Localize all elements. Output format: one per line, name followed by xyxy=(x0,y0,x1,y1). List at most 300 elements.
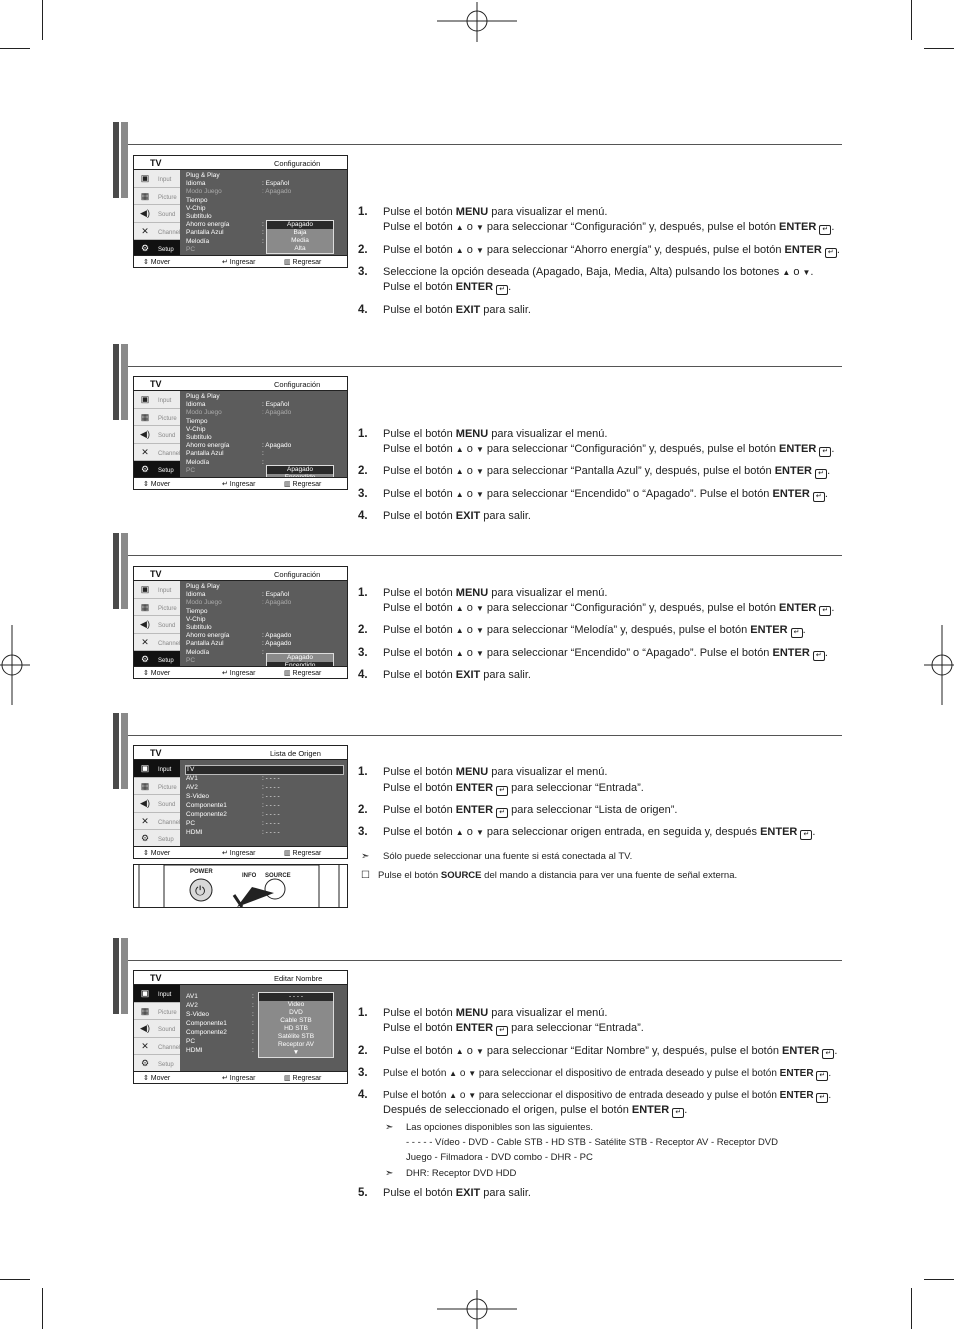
osd-sidebar-label: Channel xyxy=(158,819,181,826)
step-number: 4. xyxy=(358,669,368,681)
step-number: 1. xyxy=(358,766,368,778)
osd-sidebar-label: Setup xyxy=(158,468,174,475)
footer-return: ▥ Regresar xyxy=(284,670,322,677)
osd-menu-row[interactable] xyxy=(186,393,343,401)
osd-option[interactable]: Receptor AV xyxy=(277,1041,314,1048)
osd-body xyxy=(180,581,347,666)
remote-source-label: SOURCE xyxy=(265,873,291,879)
step-number: 2. xyxy=(358,244,368,256)
step-text: Pulse el botón ▲ o ▼ para seleccionar “Pantalla Azul” y, después, pulse el botón ENTER ↵ . xyxy=(383,465,831,477)
osd-row-value: : xyxy=(262,237,264,245)
osd-row-label: Plug & Play xyxy=(186,393,220,400)
osd-menu-row[interactable] xyxy=(186,811,343,819)
osd-title: Configuración xyxy=(274,380,321,389)
osd-menu-row[interactable] xyxy=(186,434,343,442)
osd-row-value: : xyxy=(252,993,254,1000)
osd-menu-row[interactable] xyxy=(186,205,343,213)
picture-icon: ▦ xyxy=(140,780,150,791)
osd-body xyxy=(180,391,347,477)
osd-sidebar-item-sound[interactable] xyxy=(134,616,180,634)
osd-row-value: : - - - - xyxy=(262,811,280,818)
osd-sidebar xyxy=(134,581,180,666)
enter-icon: ↵ xyxy=(816,1071,828,1081)
channel-icon: ✕ xyxy=(141,1040,149,1051)
osd-menu-row[interactable] xyxy=(186,784,343,792)
up-arrow-icon: ▲ xyxy=(455,828,464,837)
registration-mark xyxy=(924,625,954,705)
osd-tv-label: TV xyxy=(150,158,162,168)
power-icon: ⏻ xyxy=(195,883,206,898)
osd-menu-row[interactable] xyxy=(186,591,343,599)
osd-row-label: Componente1 xyxy=(186,802,227,809)
note-text: Las opciones disponibles son las siguientes. xyxy=(406,1122,593,1133)
osd-menu-row[interactable] xyxy=(186,426,343,434)
osd-menu-row[interactable] xyxy=(186,775,343,783)
input-icon: ▣ xyxy=(140,988,150,998)
osd-menu-row[interactable] xyxy=(186,180,343,188)
down-arrow-icon: ▼ xyxy=(475,604,484,613)
step-text: Pulse el botón ▲ o ▼ para seleccionar “Configuración” y, después, pulse el botón ENTER ↵ . xyxy=(383,221,835,233)
osd-header xyxy=(134,156,347,170)
step-text: Pulse el botón ▲ o ▼ para seleccionar “Encendido” o “Apagado”. Pulse el botón ENTER ↵ . xyxy=(383,647,828,659)
osd-option[interactable]: ▼ xyxy=(292,1049,300,1056)
input-icon: ▣ xyxy=(140,394,150,404)
osd-row-label: Modo Juego xyxy=(186,409,222,417)
osd-footer xyxy=(134,666,347,678)
step-number: 1. xyxy=(358,206,368,218)
enter-icon: ↵ xyxy=(813,651,825,661)
osd-option[interactable]: Video xyxy=(287,1001,305,1008)
registration-mark xyxy=(437,2,517,42)
step-text: Pulse el botón ▲ o ▼ para seleccionar “Configuración” y, después, pulse el botón ENTER ↵ . xyxy=(383,602,835,614)
osd-sidebar xyxy=(134,391,180,477)
step-text: Pulse el botón MENU para visualizar el menú. xyxy=(383,766,608,778)
osd-row-value: : xyxy=(252,1047,254,1054)
up-arrow-icon: ▲ xyxy=(455,649,464,658)
osd-sidebar-label: Sound xyxy=(158,212,176,219)
osd-title: Lista de Origen xyxy=(270,749,321,758)
footer-enter: ↵ Ingresar xyxy=(222,850,256,857)
osd-sidebar-label: Channel xyxy=(158,640,181,647)
osd-row-value: : Apagado xyxy=(262,409,292,417)
footer-move: ⇕ Mover xyxy=(143,1075,171,1082)
osd-sidebar-label: Sound xyxy=(158,433,176,440)
enter-icon: ↵ xyxy=(496,1026,508,1036)
crop-mark xyxy=(911,0,912,40)
osd-tv-label: TV xyxy=(150,569,162,579)
up-arrow-icon: ▲ xyxy=(455,1047,464,1056)
osd-row-label: AV2 xyxy=(186,1002,198,1009)
sound-icon: ◀) xyxy=(140,1023,150,1034)
footer-move: ⇕ Mover xyxy=(143,481,171,488)
osd-header xyxy=(134,567,347,581)
input-icon: ▣ xyxy=(140,763,150,773)
enter-icon: ↵ xyxy=(791,628,803,638)
osd-row-value: : Apagado xyxy=(262,632,292,640)
osd-footer xyxy=(134,255,347,267)
osd-row-label: PC xyxy=(186,656,196,664)
osd-menu-screen xyxy=(133,566,348,679)
osd-sidebar-item-sound[interactable] xyxy=(134,205,180,223)
setup-icon: ⚙ xyxy=(140,833,150,844)
step-text: Pulse el botón MENU para visualizar el menú. xyxy=(383,206,608,218)
osd-header xyxy=(134,746,347,760)
osd-body xyxy=(180,760,347,846)
channel-icon: ✕ xyxy=(141,815,149,826)
osd-menu-row[interactable] xyxy=(186,632,343,640)
osd-row-label: Modo Juego xyxy=(186,599,222,607)
channel-icon: ✕ xyxy=(141,225,149,236)
osd-row-value: : Apagado xyxy=(262,640,292,648)
setup-icon: ⚙ xyxy=(140,654,150,665)
footer-return: ▥ Regresar xyxy=(284,1075,322,1082)
osd-sidebar-label: Channel xyxy=(158,229,181,236)
osd-sidebar-item-input[interactable] xyxy=(134,170,180,188)
osd-menu-row[interactable] xyxy=(186,197,343,205)
osd-sidebar-label: Setup xyxy=(158,658,174,665)
osd-menu-screen xyxy=(133,970,348,1084)
input-icon: ▣ xyxy=(140,173,150,183)
step-number: 1. xyxy=(358,1007,368,1019)
down-arrow-icon: ▼ xyxy=(475,223,484,232)
down-arrow-icon: ▼ xyxy=(475,246,484,255)
down-arrow-icon: ▼ xyxy=(475,626,484,635)
step-number: 3. xyxy=(358,1067,368,1079)
osd-sidebar-label: Input xyxy=(158,177,172,183)
osd-row-label: Subtítulo xyxy=(186,434,212,441)
osd-menu-row[interactable] xyxy=(186,442,343,450)
osd-menu-row[interactable] xyxy=(186,829,343,837)
osd-row-label: AV1 xyxy=(186,775,198,782)
osd-menu-row[interactable] xyxy=(186,418,343,426)
osd-sidebar-item-input[interactable] xyxy=(134,581,180,599)
osd-option[interactable]: Apagado xyxy=(286,654,314,661)
osd-sidebar-item-picture[interactable] xyxy=(134,599,180,617)
osd-sidebar-item-input[interactable] xyxy=(134,985,180,1003)
up-arrow-icon: ▲ xyxy=(455,467,464,476)
picture-icon: ▦ xyxy=(140,190,150,201)
osd-row-value: : Español xyxy=(262,180,290,188)
step-text: Pulse el botón ▲ o ▼ para seleccionar el dispositivo de entrada deseado y pulse el botón ENTER ↵ . xyxy=(383,1068,832,1079)
step-text: Pulse el botón ▲ o ▼ para seleccionar “Encendido” o “Apagado”. Pulse el botón ENTER ↵ . xyxy=(383,488,828,500)
osd-sidebar-item-channel[interactable] xyxy=(134,813,180,831)
osd-row-value: : xyxy=(252,1038,254,1045)
step-text: Seleccione la opción deseada (Apagado, Baja, Media, Alta) pulsando los botones ▲ o ▼. xyxy=(383,266,814,278)
step-text: Pulse el botón ▲ o ▼ para seleccionar el dispositivo de entrada deseado y pulse el botón ENTER ↵ . xyxy=(383,1090,832,1101)
osd-menu-row[interactable] xyxy=(186,172,343,180)
step-text: Pulse el botón ▲ o ▼ para seleccionar origen entrada, en seguida y, después ENTER ↵ . xyxy=(383,826,816,838)
osd-menu-row[interactable] xyxy=(186,802,343,810)
osd-sidebar-item-channel[interactable] xyxy=(134,444,180,462)
channel-icon: ✕ xyxy=(141,636,149,647)
step-number: 3. xyxy=(358,266,368,278)
registration-mark xyxy=(437,1290,517,1329)
step-text: Pulse el botón EXIT para salir. xyxy=(383,1187,531,1199)
osd-sidebar-item-sound[interactable] xyxy=(134,1020,180,1038)
osd-menu-row[interactable] xyxy=(186,409,343,417)
osd-sidebar-item-channel[interactable] xyxy=(134,1038,180,1056)
enter-icon: ↵ xyxy=(825,248,837,258)
osd-menu-row[interactable] xyxy=(186,624,343,632)
osd-row-label: Pantalla Azul xyxy=(186,640,224,648)
osd-row-value: : xyxy=(262,221,264,229)
step-number: 4. xyxy=(358,304,368,316)
osd-row-label: HDMI xyxy=(186,829,203,836)
setup-icon: ⚙ xyxy=(140,243,150,254)
footer-enter: ↵ Ingresar xyxy=(222,259,256,266)
up-arrow-icon: ▲ xyxy=(449,1069,458,1078)
sound-icon: ◀) xyxy=(140,619,150,630)
osd-row-label: HDMI xyxy=(186,1047,203,1054)
osd-menu-row[interactable] xyxy=(186,450,343,458)
enter-icon: ↵ xyxy=(496,808,508,818)
osd-row-label: Plug & Play xyxy=(186,583,220,590)
note-arrow-icon: ➣ xyxy=(385,1168,394,1179)
osd-sidebar-label: Sound xyxy=(158,802,176,809)
step-number: 2. xyxy=(358,1045,368,1057)
step-text: Pulse el botón ENTER ↵ . xyxy=(383,281,512,293)
osd-menu-row[interactable] xyxy=(186,766,343,774)
step-text: Pulse el botón EXIT para salir. xyxy=(383,304,531,316)
osd-sidebar-label: Picture xyxy=(158,605,177,612)
osd-sidebar-label: Picture xyxy=(158,1009,177,1016)
osd-option-popup xyxy=(258,992,334,1058)
enter-icon: ↵ xyxy=(819,606,831,616)
osd-footer xyxy=(134,846,347,858)
osd-menu-row[interactable] xyxy=(186,616,343,624)
step-number: 2. xyxy=(358,465,368,477)
osd-sidebar-label: Sound xyxy=(158,1027,176,1034)
osd-row-value: : xyxy=(262,229,264,237)
osd-row-label: Melodía xyxy=(186,648,210,656)
osd-row-label: Melodía xyxy=(186,237,210,245)
osd-sidebar-label: Setup xyxy=(158,1062,174,1069)
osd-option[interactable]: - - - - xyxy=(259,993,333,1001)
osd-sidebar-item-sound[interactable] xyxy=(134,426,180,444)
step-number: 3. xyxy=(358,488,368,500)
osd-option[interactable]: Satélite STB xyxy=(277,1033,315,1040)
step-text: Pulse el botón ENTER ↵ para seleccionar “Entrada”. xyxy=(383,1022,644,1034)
up-arrow-icon: ▲ xyxy=(455,604,464,613)
footer-move: ⇕ Mover xyxy=(143,850,171,857)
osd-row-value: : - - - - xyxy=(262,793,280,800)
crop-mark xyxy=(924,48,954,49)
osd-row-label: AV2 xyxy=(186,784,198,791)
osd-row-value: : Apagado xyxy=(262,442,292,450)
osd-row-label: TV xyxy=(186,766,195,773)
osd-header xyxy=(134,377,347,391)
osd-sidebar-item-channel[interactable] xyxy=(134,634,180,652)
step-text: Pulse el botón MENU para visualizar el menú. xyxy=(383,587,608,599)
osd-footer xyxy=(134,477,347,489)
osd-row-label: Melodía xyxy=(186,458,210,466)
osd-title: Configuración xyxy=(274,570,321,579)
osd-row-label: Tiempo xyxy=(186,196,208,204)
crop-mark xyxy=(924,1279,954,1280)
picture-icon: ▦ xyxy=(140,1005,150,1016)
osd-option[interactable]: Cable STB xyxy=(280,1017,312,1024)
osd-menu-screen xyxy=(133,745,348,859)
registration-mark xyxy=(0,625,30,705)
osd-menu-row[interactable] xyxy=(186,820,343,828)
footer-enter: ↵ Ingresar xyxy=(222,670,256,677)
crop-mark xyxy=(0,48,30,49)
osd-sidebar-item-picture[interactable] xyxy=(134,409,180,427)
step-number: 4. xyxy=(358,1089,368,1101)
osd-row-label: Ahorro energía xyxy=(186,442,230,450)
step-text: Pulse el botón ▲ o ▼ para seleccionar “Ahorro energía” y, después, pulse el botón ENTER ↵ . xyxy=(383,244,840,256)
osd-menu-row[interactable] xyxy=(186,188,343,196)
step-text: Pulse el botón ▲ o ▼ para seleccionar “Editar Nombre” y, después, pulse el botón ENTER ↵ . xyxy=(383,1045,838,1057)
osd-menu-screen xyxy=(133,155,348,268)
osd-menu-row[interactable] xyxy=(186,599,343,607)
step-text: Después de seleccionado el origen, pulse el botón ENTER ↵ . xyxy=(383,1104,688,1116)
osd-sidebar xyxy=(134,760,180,846)
osd-row-value: : xyxy=(252,1002,254,1009)
step-number: 3. xyxy=(358,647,368,659)
input-icon: ▣ xyxy=(140,584,150,594)
down-arrow-icon: ▼ xyxy=(475,649,484,658)
osd-sidebar-item-picture[interactable] xyxy=(134,188,180,206)
osd-row-label: Ahorro energía xyxy=(186,221,230,229)
footer-move: ⇕ Mover xyxy=(143,259,171,266)
osd-row-label: Componente1 xyxy=(186,1020,227,1027)
osd-row-value: : - - - - xyxy=(262,820,280,827)
crop-mark xyxy=(42,1288,43,1329)
note-text: DHR: Receptor DVD HDD xyxy=(406,1168,517,1179)
osd-option[interactable]: HD STB xyxy=(284,1025,308,1032)
osd-row-label: Pantalla Azul xyxy=(186,450,224,458)
step-text: Pulse el botón EXIT para salir. xyxy=(383,669,531,681)
osd-sidebar-label: Input xyxy=(158,398,172,404)
osd-option[interactable]: Apagado xyxy=(267,466,333,474)
osd-row-label: Modo Juego xyxy=(186,188,222,196)
step-text: Pulse el botón MENU para visualizar el menú. xyxy=(383,1007,608,1019)
osd-footer xyxy=(134,1071,347,1083)
osd-row-label: PC xyxy=(186,820,196,827)
osd-row-value: : - - - - xyxy=(262,829,280,836)
enter-icon: ↵ xyxy=(496,786,508,796)
osd-row-label: Tiempo xyxy=(186,607,208,615)
osd-menu-row[interactable] xyxy=(186,401,343,409)
remote-info-label: INFO xyxy=(242,873,257,879)
osd-row-value: : xyxy=(252,1011,254,1018)
osd-row-value: : - - - - xyxy=(262,802,280,809)
up-arrow-icon: ▲ xyxy=(782,268,791,277)
osd-sidebar-item-input[interactable] xyxy=(134,760,180,778)
note-text: - - - - - Vídeo - DVD - Cable STB - HD STB - Satélite STB - Receptor AV - Receptor DVD xyxy=(406,1137,779,1148)
osd-row-label: Tiempo xyxy=(186,417,208,425)
osd-sidebar-item-input[interactable] xyxy=(134,391,180,409)
crop-mark xyxy=(0,1279,30,1280)
osd-row-label: Componente2 xyxy=(186,811,227,818)
note-arrow-icon: ➣ xyxy=(385,1122,394,1133)
step-number: 1. xyxy=(358,587,368,599)
osd-option[interactable]: Baja xyxy=(293,229,307,236)
channel-icon: ✕ xyxy=(141,446,149,457)
osd-sidebar-label: Picture xyxy=(158,194,177,201)
osd-row-label: Subtítulo xyxy=(186,213,212,220)
osd-menu-screen xyxy=(133,376,348,490)
crop-mark xyxy=(42,0,43,40)
osd-row-value: : xyxy=(262,450,264,458)
down-arrow-icon: ▼ xyxy=(468,1091,477,1100)
osd-sidebar-item-picture[interactable] xyxy=(134,1003,180,1021)
down-arrow-icon: ▼ xyxy=(475,1047,484,1056)
up-arrow-icon: ▲ xyxy=(449,1091,458,1100)
osd-row-value: : - - - - xyxy=(262,784,280,791)
osd-row-value: : Español xyxy=(262,401,290,409)
osd-sidebar-label: Channel xyxy=(158,450,181,457)
osd-row-label: Idioma xyxy=(186,591,206,599)
down-arrow-icon: ▼ xyxy=(802,268,811,277)
note-text: Sólo puede seleccionar una fuente si está conectada al TV. xyxy=(383,851,633,862)
enter-icon: ↵ xyxy=(819,225,831,235)
step-number: 2. xyxy=(358,624,368,636)
sound-icon: ◀) xyxy=(140,429,150,440)
osd-menu-row[interactable] xyxy=(186,608,343,616)
osd-sidebar-label: Input xyxy=(158,992,172,998)
down-arrow-icon: ▼ xyxy=(475,828,484,837)
osd-sidebar-item-channel[interactable] xyxy=(134,223,180,241)
step-text: Pulse el botón EXIT para salir. xyxy=(383,510,531,522)
enter-icon: ↵ xyxy=(815,469,827,479)
osd-row-label: V-Chip xyxy=(186,204,206,212)
step-text: Pulse el botón ENTER ↵ para seleccionar “Entrada”. xyxy=(383,782,644,794)
down-arrow-icon: ▼ xyxy=(468,1069,477,1078)
remote-note-icon: ☐ xyxy=(361,870,370,881)
osd-menu-row[interactable] xyxy=(186,583,343,591)
osd-body xyxy=(180,170,347,255)
note-text: Pulse el botón SOURCE del mando a distancia para ver una fuente de señal externa. xyxy=(378,870,738,881)
osd-option[interactable]: Media xyxy=(291,237,309,244)
osd-title: Editar Nombre xyxy=(274,974,323,983)
up-arrow-icon: ▲ xyxy=(455,490,464,499)
osd-tv-label: TV xyxy=(150,973,162,983)
osd-row-label: PC xyxy=(186,466,196,474)
osd-sidebar-label: Channel xyxy=(158,1044,181,1051)
osd-row-value: : xyxy=(262,458,264,466)
setup-icon: ⚙ xyxy=(140,464,150,475)
osd-row-label: Pantalla Azul xyxy=(186,229,224,237)
enter-icon: ↵ xyxy=(496,285,508,295)
osd-sidebar-label: Picture xyxy=(158,415,177,422)
down-arrow-icon: ▼ xyxy=(475,490,484,499)
step-text: Pulse el botón ▲ o ▼ para seleccionar “Configuración” y, después, pulse el botón ENTER ↵ . xyxy=(383,443,835,455)
setup-icon: ⚙ xyxy=(140,1058,150,1069)
osd-option[interactable]: Apagado xyxy=(267,221,333,229)
enter-icon: ↵ xyxy=(822,1049,834,1059)
osd-row-label: Ahorro energía xyxy=(186,632,230,640)
remote-power-label: POWER xyxy=(190,869,213,875)
osd-sidebar-label: Input xyxy=(158,767,172,773)
osd-row-label: Subtítulo xyxy=(186,624,212,631)
osd-sidebar-item-sound[interactable] xyxy=(134,795,180,813)
osd-option[interactable]: DVD xyxy=(289,1009,303,1016)
osd-row-value: : Apagado xyxy=(262,188,292,196)
step-text: Pulse el botón ENTER ↵ para seleccionar “Lista de origen”. xyxy=(383,804,678,816)
osd-row-value: : xyxy=(252,1029,254,1036)
osd-row-value: : xyxy=(252,1020,254,1027)
osd-option[interactable]: Alta xyxy=(294,245,306,252)
osd-sidebar xyxy=(134,985,180,1071)
osd-menu-row[interactable] xyxy=(186,793,343,801)
osd-row-label: Idioma xyxy=(186,180,206,188)
osd-tv-label: TV xyxy=(150,379,162,389)
osd-sidebar-item-picture[interactable] xyxy=(134,778,180,796)
footer-return: ▥ Regresar xyxy=(284,259,322,266)
osd-menu-row[interactable] xyxy=(186,640,343,648)
